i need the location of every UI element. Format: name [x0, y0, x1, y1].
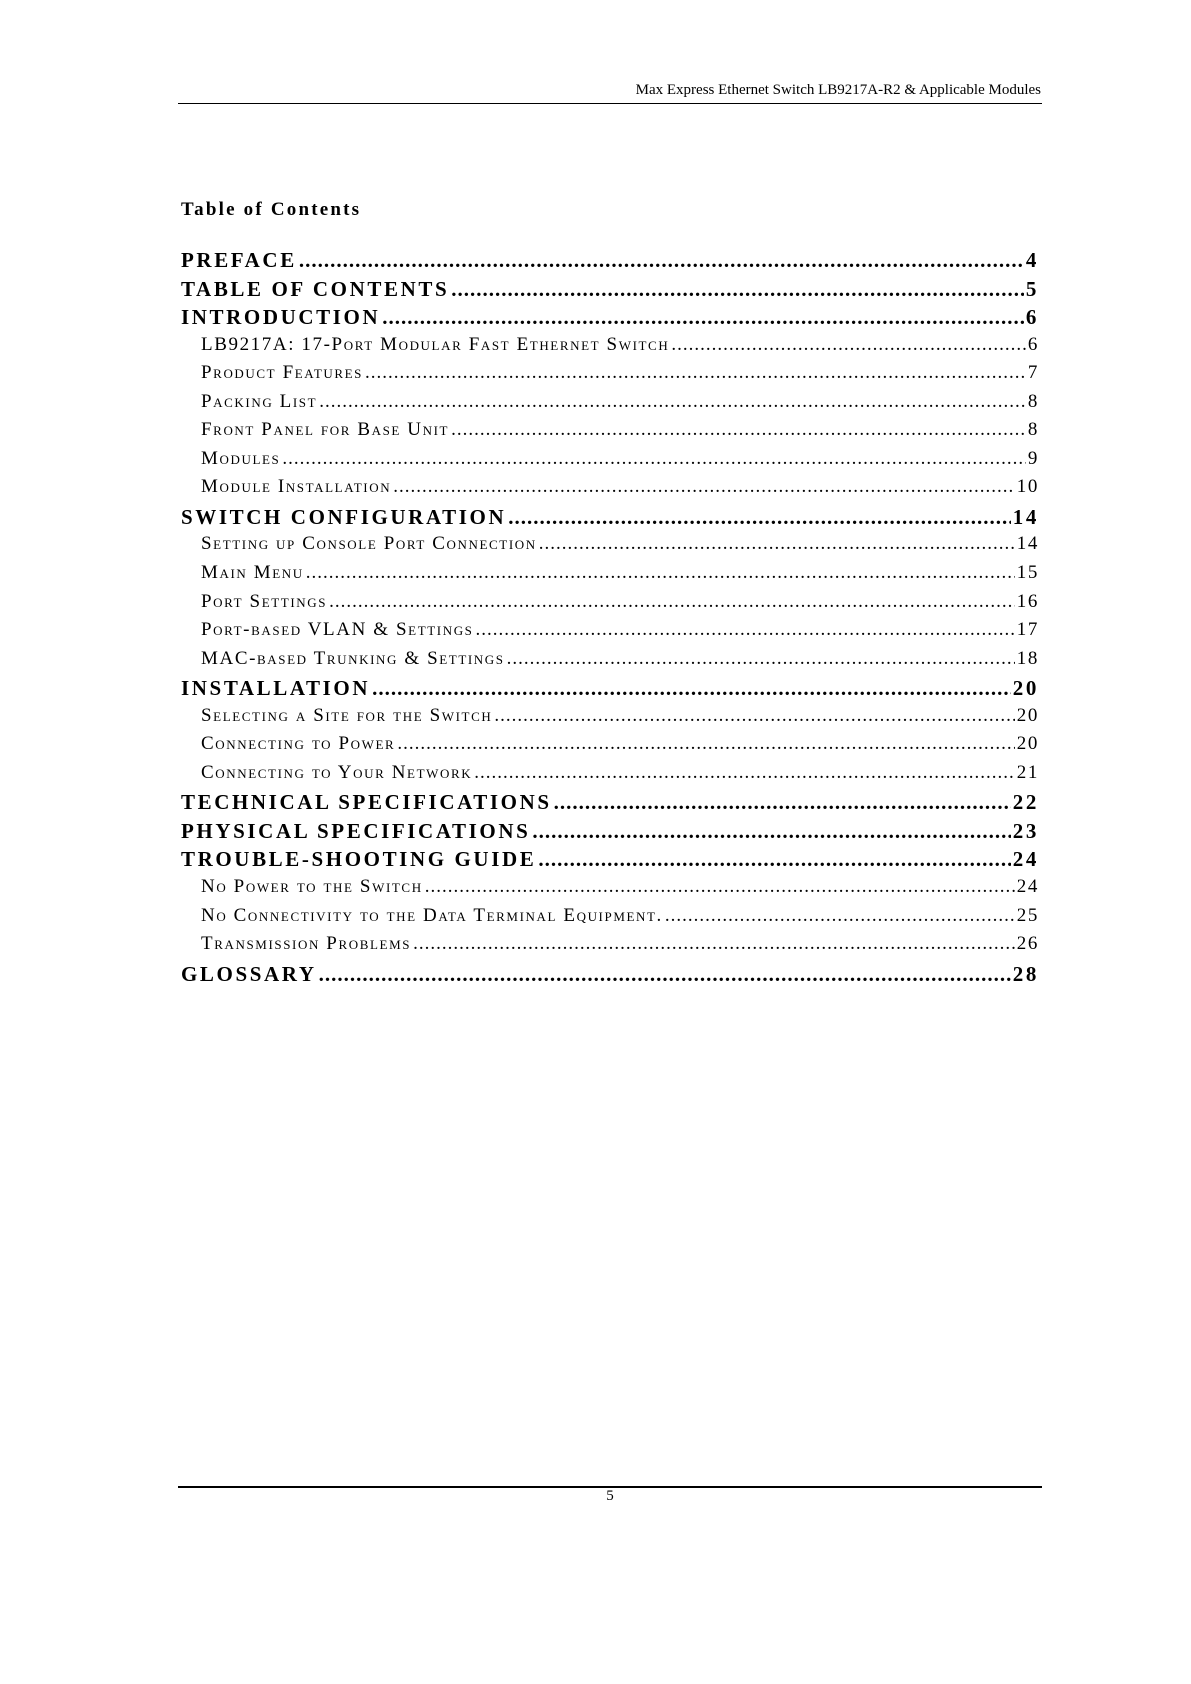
- toc-entry-title: No Power to the Switch: [201, 876, 423, 898]
- toc-entry-title: LB9217A: 17-Port Modular Fast Ethernet Switch: [201, 333, 670, 355]
- toc-entry-title: Module Installation: [201, 476, 392, 498]
- toc-entry-chapter[interactable]: [181, 505, 1039, 534]
- toc-dot-leader: [329, 591, 1015, 613]
- toc-entry-page-number: 25: [1016, 904, 1039, 926]
- toc-entry-page-number: 10: [1016, 476, 1039, 498]
- toc-dot-leader: [532, 819, 1010, 844]
- toc-entry-title: Connecting to Power: [201, 733, 396, 755]
- toc-entry-section[interactable]: [181, 591, 1039, 620]
- toc-entry-page-number: 20: [1016, 704, 1039, 726]
- toc-dot-leader: [319, 391, 1026, 413]
- toc-dot-leader: [538, 847, 1010, 872]
- toc-entry-chapter[interactable]: [181, 790, 1039, 819]
- toc-entry-title: Product Features: [201, 362, 363, 384]
- toc-entry-title: Front Panel for Base Unit: [201, 419, 450, 441]
- toc-entry-section[interactable]: [181, 391, 1039, 420]
- toc-entry-title: Port-based VLAN & Settings: [201, 619, 474, 641]
- toc-entry-chapter[interactable]: [181, 962, 1039, 991]
- toc-dot-leader: [365, 362, 1026, 384]
- toc-entry-chapter[interactable]: [181, 277, 1039, 306]
- toc-entry-title: TROUBLE-SHOOTING GUIDE: [181, 847, 537, 872]
- toc-dot-leader: [494, 705, 1014, 727]
- toc-entry-title: Modules: [201, 447, 281, 469]
- toc-entry-title: No Connectivity to the Data Terminal Equipment.: [201, 904, 663, 926]
- toc-dot-leader: [372, 676, 1011, 701]
- toc-entry-section[interactable]: [181, 876, 1039, 905]
- toc-entry-title: TABLE OF CONTENTS: [181, 276, 450, 301]
- toc-dot-leader: [393, 476, 1015, 498]
- toc-dot-leader: [508, 505, 1011, 530]
- toc-entry-title: Main Menu: [201, 562, 304, 584]
- toc-entry-page-number: 22: [1012, 790, 1039, 815]
- toc-entry-chapter[interactable]: [181, 676, 1039, 705]
- toc-entry-page-number: 14: [1012, 504, 1039, 529]
- toc-entry-title: PHYSICAL SPECIFICATIONS: [181, 818, 531, 843]
- toc-entry-page-number: 26: [1016, 933, 1039, 955]
- toc-entry-section[interactable]: [181, 933, 1039, 962]
- toc-entry-page-number: 8: [1027, 390, 1039, 412]
- toc-entry-page-number: 21: [1016, 761, 1039, 783]
- toc-entry-title: Transmission Problems: [201, 933, 412, 955]
- toc-heading: Table of Contents: [181, 199, 362, 220]
- toc-entry-page-number: 20: [1012, 676, 1039, 701]
- toc-entry-title: Packing List: [201, 390, 318, 412]
- toc-entry-title: Port Settings: [201, 590, 328, 612]
- toc-entry-page-number: 9: [1027, 447, 1039, 469]
- toc-dot-leader: [382, 305, 1024, 330]
- toc-entry-page-number: 28: [1012, 961, 1039, 986]
- toc-entry-section[interactable]: [181, 362, 1039, 391]
- toc-dot-leader: [451, 419, 1026, 441]
- toc-entry-chapter[interactable]: [181, 847, 1039, 876]
- toc-dot-leader: [476, 619, 1015, 641]
- toc-dot-leader: [299, 248, 1024, 273]
- toc-entry-page-number: 17: [1016, 619, 1039, 641]
- toc-entry-page-number: 5: [1025, 276, 1039, 301]
- toc-dot-leader: [507, 648, 1015, 670]
- toc-entry-section[interactable]: [181, 762, 1039, 791]
- toc-entry-title: Selecting a Site for the Switch: [201, 704, 493, 726]
- toc-dot-leader: [451, 277, 1024, 302]
- toc-dot-leader: [282, 448, 1026, 470]
- toc-entry-section[interactable]: [181, 905, 1039, 934]
- toc-dot-leader: [539, 533, 1015, 555]
- toc-list: [181, 248, 1039, 990]
- toc-entry-page-number: 4: [1025, 248, 1039, 272]
- toc-entry-page-number: 14: [1016, 533, 1039, 555]
- running-header: Max Express Ethernet Switch LB9217A-R2 & Applicable Modules: [635, 82, 1041, 98]
- toc-entry-section[interactable]: [181, 648, 1039, 677]
- toc-entry-title: Connecting to Your Network: [201, 761, 473, 783]
- toc-dot-leader: [671, 334, 1026, 356]
- toc-entry-section[interactable]: [181, 533, 1039, 562]
- toc-entry-page-number: 15: [1016, 562, 1039, 584]
- toc-entry-page-number: 18: [1016, 647, 1039, 669]
- toc-entry-page-number: 7: [1027, 362, 1039, 384]
- toc-entry-page-number: 23: [1012, 818, 1039, 843]
- toc-entry-chapter[interactable]: [181, 819, 1039, 848]
- toc-entry-title: TECHNICAL SPECIFICATIONS: [181, 790, 552, 815]
- toc-entry-page-number: 8: [1027, 419, 1039, 441]
- toc-dot-leader: [319, 962, 1011, 987]
- toc-dot-leader: [413, 933, 1015, 955]
- toc-entry-page-number: 24: [1016, 876, 1039, 898]
- toc-entry-section[interactable]: [181, 334, 1039, 363]
- toc-entry-chapter[interactable]: [181, 305, 1039, 334]
- toc-entry-title: INTRODUCTION: [181, 305, 381, 330]
- toc-entry-section[interactable]: [181, 733, 1039, 762]
- toc-dot-leader: [425, 876, 1015, 898]
- toc-entry-page-number: 16: [1016, 590, 1039, 612]
- toc-entry-title: Setting up Console Port Connection: [201, 533, 537, 555]
- toc-dot-leader: [554, 790, 1011, 815]
- toc-entry-chapter[interactable]: [181, 248, 1039, 277]
- toc-entry-section[interactable]: [181, 705, 1039, 734]
- toc-entry-section[interactable]: [181, 562, 1039, 591]
- toc-dot-leader: [474, 762, 1015, 784]
- toc-entry-section[interactable]: [181, 476, 1039, 505]
- toc-entry-section[interactable]: [181, 619, 1039, 648]
- toc-entry-page-number: 6: [1025, 305, 1039, 330]
- toc-entry-page-number: 6: [1027, 333, 1039, 355]
- toc-entry-section[interactable]: [181, 448, 1039, 477]
- toc-entry-section[interactable]: [181, 419, 1039, 448]
- toc-dot-leader: [306, 562, 1015, 584]
- toc-entry-title: PREFACE: [181, 248, 297, 272]
- toc-entry-title: GLOSSARY: [181, 961, 317, 986]
- toc-entry-title: INSTALLATION: [181, 676, 371, 701]
- toc-entry-page-number: 20: [1016, 733, 1039, 755]
- page-number: 5: [606, 1488, 614, 1504]
- toc-entry-page-number: 24: [1012, 847, 1039, 872]
- toc-dot-leader: [397, 733, 1014, 755]
- toc-entry-title: MAC-based Trunking & Settings: [201, 647, 505, 669]
- toc-dot-leader: [665, 905, 1015, 927]
- header-rule: [178, 103, 1042, 104]
- toc-entry-title: SWITCH CONFIGURATION: [181, 504, 507, 529]
